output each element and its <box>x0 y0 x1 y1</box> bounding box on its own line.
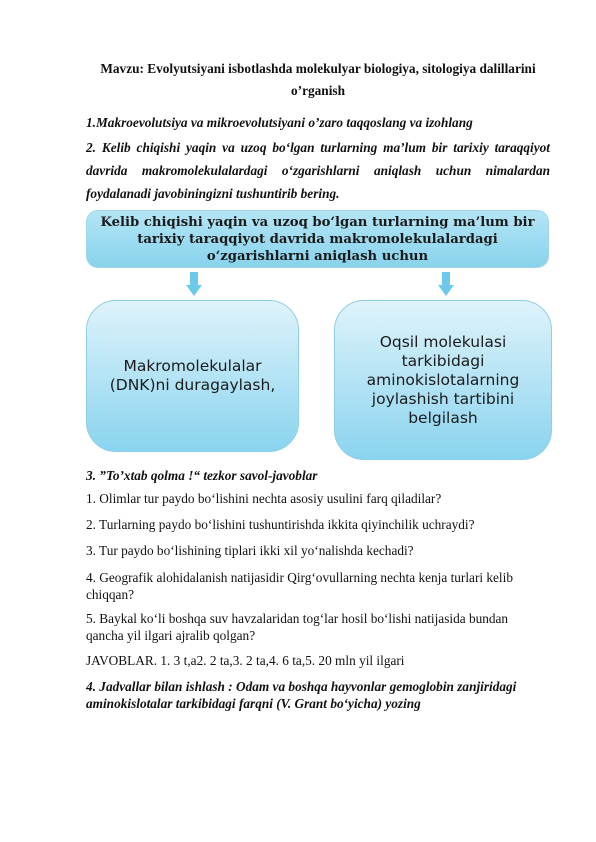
question-5-line-1: 5. Baykal ko‘li boshqa suv havzalaridan tog‘lar hosil bo‘lishi natijasida bundan <box>86 611 509 626</box>
section-3-heading: 3. ”To’xtab qolma !“ tezkor savol-javoblar <box>86 468 318 483</box>
arrow-down-left-icon <box>186 272 202 296</box>
task-2 <box>86 136 550 205</box>
answers: JAVOBLAR. 1. 3 t,a2. 2 ta,3. 2 ta,4. 6 ta,5. 20 mln yil ilgari <box>86 653 405 668</box>
diagram-left-box <box>86 300 299 452</box>
task-1: 1.Makroevolutsiya va mikroevolutsiyani o’zaro taqqoslang va izohlang <box>86 115 473 130</box>
left-box-line-1: Makromolekulalar <box>123 357 262 375</box>
title-line-2: o’rganish <box>291 83 345 98</box>
top-box-line-1: Kelib chiqishi yaqin va uzoq bo‘lgan turlarning ma’lum bir <box>100 214 535 230</box>
task-4 <box>86 678 550 712</box>
question-3: 3. Tur paydo bo‘lishining tiplari ikki xil yo‘nalishda kechadi? <box>86 543 414 558</box>
right-box-line-2: tarkibidagi <box>401 351 485 370</box>
diagram-top-box <box>86 210 549 268</box>
question-5-line-2: qancha yil ilgari ajralib qolgan? <box>86 628 256 643</box>
top-box-line-3: o‘zgarishlarni aniqlash uchun <box>206 248 429 264</box>
task-4-line-2: aminokislotalar tarkibidagi farqni (V. Grant bo‘yicha) yozing <box>86 696 421 711</box>
task-2-line-1: 2. Kelib chiqishi yaqin va uzoq bo‘lgan turlarning ma’lum bir tarixiy taraqqiyot <box>86 140 550 155</box>
right-box-line-5: belgilash <box>408 408 478 427</box>
top-box-line-2: tarixiy taraqqiyot davrida makromolekulalardagi <box>137 231 498 247</box>
question-2: 2. Turlarning paydo bo‘lishini tushuntirishda ikkita qiyinchilik uchraydi? <box>86 517 475 532</box>
diagram-right-box <box>334 300 552 460</box>
question-1: 1. Olimlar tur paydo bo‘lishini nechta asosiy usulini farq qiladilar? <box>86 491 442 506</box>
task-2-line-3: foydalanadi javobiningizni tushuntirib bering. <box>86 186 340 201</box>
task-4-line-1: 4. Jadvallar bilan ishlash : Odam va boshqa hayvonlar gemoglobin zanjiridagi <box>86 679 517 694</box>
task-2-line-2: davrida makromolekulalardagi o‘zgarishlarni aniqlash uchun nimalardan <box>86 163 550 178</box>
question-4-line-1: 4. Geografik alohidalanish natijasidir Qirg‘ovullarning nechta kenja turlari kelib <box>86 570 513 585</box>
right-box-line-4: joylashish tartibini <box>371 389 515 408</box>
concept-diagram <box>86 210 551 460</box>
question-4 <box>86 569 550 603</box>
left-box-line-2: (DNK)ni duragaylash, <box>109 376 276 394</box>
question-5 <box>86 610 550 644</box>
right-box-line-1: Oqsil molekulasi <box>379 332 507 351</box>
question-4-line-2: chiqqan? <box>86 587 134 602</box>
page-title <box>86 58 550 102</box>
arrow-down-right-icon <box>438 272 454 296</box>
title-line-1: Mavzu: Evolyutsiyani isbotlashda molekulyar biologiya, sitologiya dalillarini <box>100 61 536 76</box>
right-box-line-3: aminokislotalarning <box>366 370 520 389</box>
